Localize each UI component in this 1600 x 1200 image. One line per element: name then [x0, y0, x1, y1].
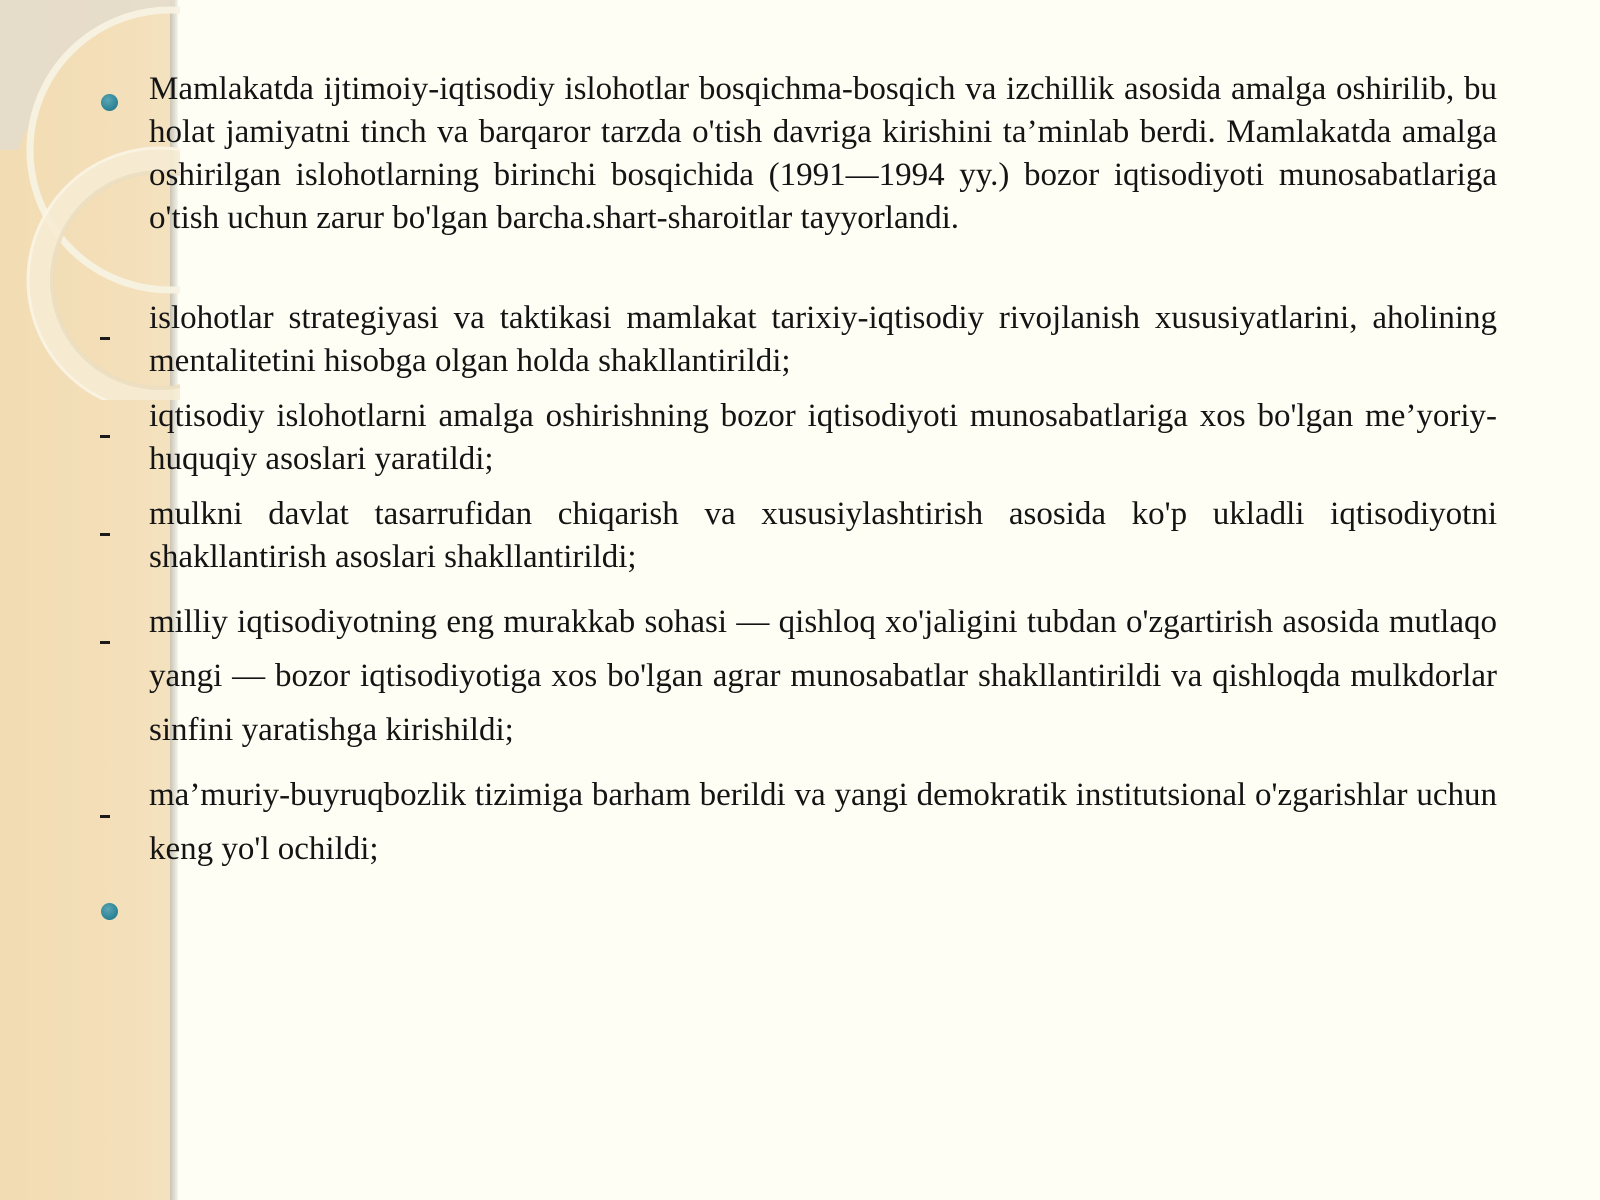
bullet-dash-icon [100, 337, 110, 340]
bullet-item-legal-basis: iqtisodiy islohotlarni amalga oshirishning bozor iqtisodiyoti munosabatlariga xos bo'lgan me’yoriy-huquqiy asoslari yaratildi; [149, 398, 1497, 477]
bullet-dot-icon [101, 903, 118, 920]
bullet-item-democratic-reforms: ma’muriy-buyruqbozlik tizimiga barham berildi va yangi demokratik institutsional o'zgarishlar uchun keng yo'l ochildi; [149, 777, 1497, 867]
bullet-item-strategy: islohotlar strategiyasi va taktikasi mamlakat tarixiy-iqtisodiy rivojlanish xususiyatlarini, aholining mentalitetini hisobga olgan holda shakllantirildi; [149, 300, 1497, 379]
bullet-dash-icon [100, 815, 110, 818]
bullet-dot-icon [101, 94, 118, 111]
bullet-item-privatization: mulkni davlat tasarrufidan chiqarish va xususiylashtirish asosida ko'p ukladli iqtisodiyotni shakllantirish asoslari shakllantirildi; [149, 496, 1497, 575]
bullet-dash-icon [100, 435, 110, 438]
bullet-dash-icon [100, 533, 110, 536]
bullet-item-intro: Mamlakatda ijtimoiy-iqtisodiy islohotlar bosqichma-bosqich va izchillik asosida amalga oshirilib, bu holat jamiyatni tinch va barqaror tarzda o'tish davriga kirishini ta’minlab berdi. Mamlakatda amalga oshirilgan islohotlarning birinchi bosqichida (1991—1994 yy.) bozor iqtisodiyoti munosabatlariga o'tish uchun zarur bo'lgan barcha.shart-sharoitlar tayyorlandi. [149, 71, 1497, 236]
bullet-dash-icon [100, 641, 110, 644]
bullet-item-agriculture: milliy iqtisodiyotning eng murakkab sohasi — qishloq xo'jaligini tubdan o'zgartirish asosida mutlaqo yangi — bozor iqtisodiyotiga xos bo'lgan agrar munosabatlar shakllantirildi va qishloqda mulkdorlar sinfini yaratishga kirishildi; [149, 604, 1497, 748]
